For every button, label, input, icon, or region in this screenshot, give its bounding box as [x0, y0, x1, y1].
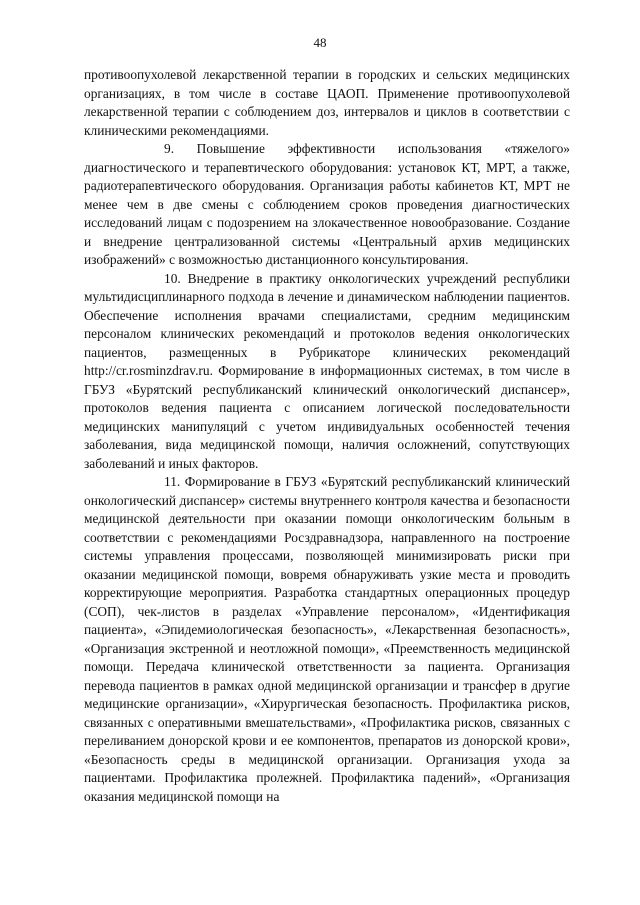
paragraph-number: 10. [164, 270, 181, 286]
paragraph-text: Внедрение в практику онкологических учреждений республики мультидисциплинарного подхода в лечение и динамическом наблюдении пациентов. Обеспечение исполнения врачами специалистами, средним медицинским персоналом клинических рекомендаций и протоколов ведения онкологических пациентов, размещенных в Рубрикаторе клинических рекомендаций http://cr.rosminzdrav.ru. Формирование в информационных системах, в том числе в ГБУЗ «Бурятский республиканский клинический онкологический диспансер», протоколов ведения пациента с описанием логической последовательности медицинских манипуляций с учетом индивидуальных особенностей течения заболевания, вида медицинской помощи, наличия осложнений, сопутствующих заболеваний и иных факторов. [84, 270, 570, 471]
page-number: 48 [313, 35, 327, 50]
paragraph-item-10 [84, 270, 570, 474]
paragraph-continuation [84, 66, 570, 140]
paragraph-text: Формирование в ГБУЗ «Бурятский республиканский клинический онкологический диспансер» системы внутреннего контроля качества и безопасности медицинской деятельности при оказании помощи онкологическим больным в соответствии с рекомендациями Росздравнадзора, направленного на построение системы управления процессами, позволяющей минимизировать риски при оказании медицинской помощи, вовремя обнаруживать узкие места и проводить корректирующие мероприятия. Разработка стандартных операционных процедур (СОП), чек-листов в разделах «Управление персоналом», «Идентификация пациента», «Эпидемиологическая безопасность», «Лекарственная безопасность», «Организация экстренной и неотложной помощи», «Преемственность медицинской помощи. Передача клинической ответственности за пациента. Организация перевода пациентов в рамках одной медицинской организации и трансфер в другие медицинские организации», «Хирургическая безопасность. Профилактика рисков, связанных с оперативными вмешательствами», «Профилактика рисков, связанных с переливанием донорской крови и ее компонентов, препаратов из донорской крови», «Безопасность среды в медицинской организации. Организация ухода за пациентами. Профилактика пролежней. Профилактика падений», «Организация оказания медицинской помощи на [84, 474, 570, 804]
document-body [84, 66, 570, 806]
paragraph-text: Повышение эффективности использования «тяжелого» диагностического и терапевтического оборудования: установок КТ, МРТ, а также, радиотерапевтического оборудования. Организация работы кабинетов КТ, МРТ не менее чем в две смены с соблюдением сроков проведения диагностических исследований лицам с подозрением на злокачественное новообразование. Создание и внедрение централизованной системы «Центральный архив медицинских изображений» с возможностью дистанционного консультирования. [84, 141, 570, 267]
paragraph-text: противоопухолевой лекарственной терапии в городских и сельских медицинских организациях, в том числе в составе ЦАОП. Применение противоопухолевой лекарственной терапии с соблюдением доз, интервалов и циклов в соответствии с клиническими рекомендациями. [84, 67, 570, 138]
paragraph-item-9 [84, 140, 570, 270]
paragraph-number: 11. [164, 474, 181, 489]
paragraph-item-11 [84, 473, 570, 806]
paragraph-number: 9. [164, 141, 175, 156]
